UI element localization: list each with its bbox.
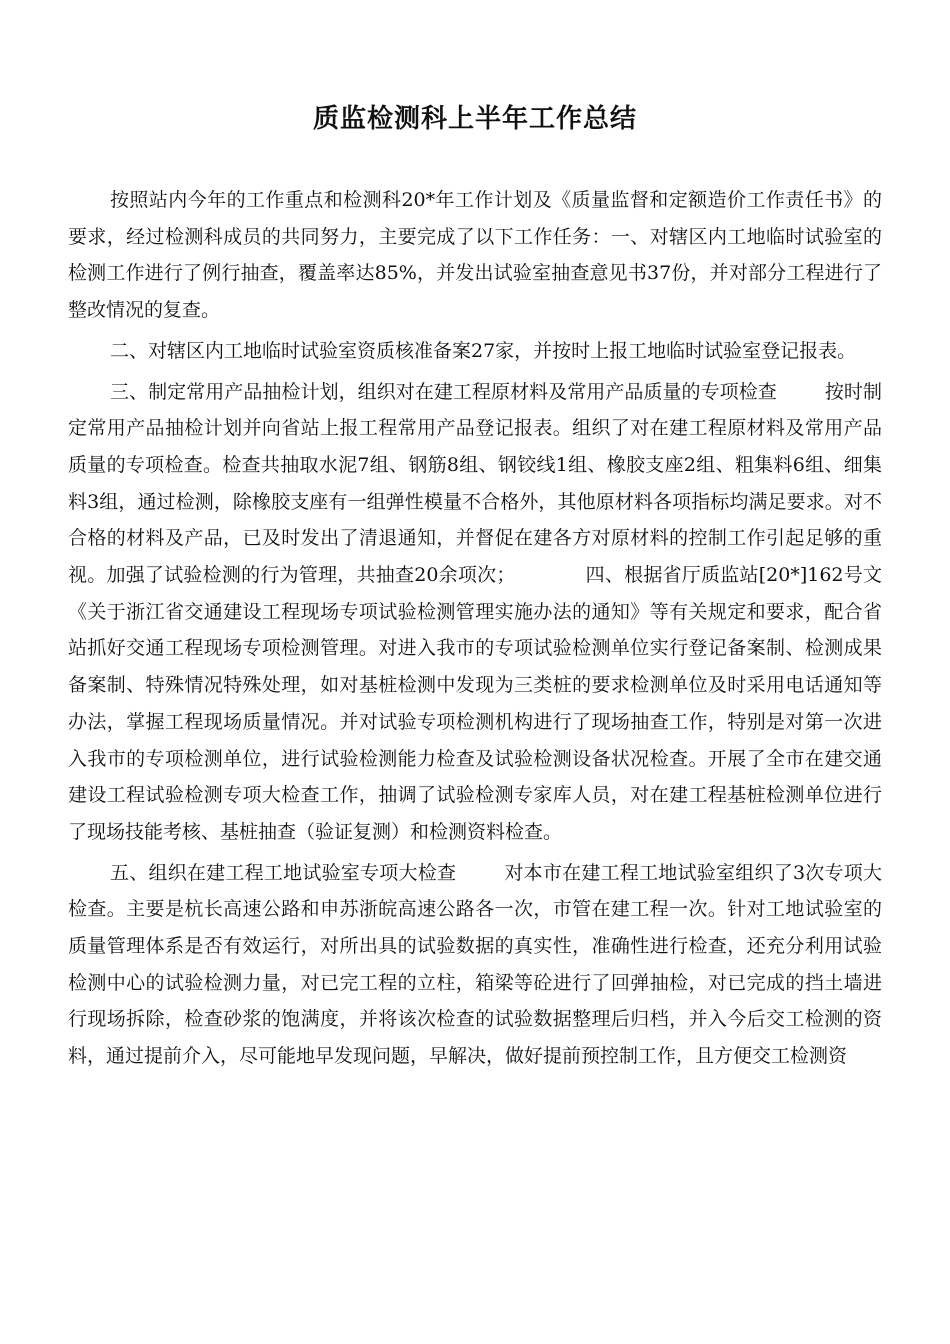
paragraph-intro: 按照站内今年的工作重点和检测科20*年工作计划及《质量监督和定额造价工作责任书》的要求，经过检测科成员的共同努力，主要完成了以下工作任务：一、对辖区内工地临时试验室的检测工作进行了例行抽查，覆盖率达85%，并发出试验室抽查意见书37份，并对部分工程进行了整改情况的复查。 (68, 189, 882, 322)
item-3-heading: 三、制定常用产品抽检计划，组织对在建工程原材料及常用产品质量的专项检查 (110, 380, 777, 403)
document-body (68, 182, 882, 1079)
item-5-body: 对本市在建工程工地试验室组织了3次专项大检查。主要是杭长高速公路和申苏浙皖高速公路各一次，市管在建工程一次。针对工地试验室的质量管理体系是否有效运行，对所出具的试验数据的真实性，准确性进行检查，还充分利用试验检测中心的试验检测力量，对已完工程的立柱，箱梁等砼进行了回弹抽检，对已完成的挡土墙进行现场拆除，检查砂浆的饱满度，并将该次检查的试验数据整理后归档，并入今后交工检测的资料，通过提前介入，尽可能地早发现问题，早解决，做好提前预控制工作，且方便交工检测资 (68, 861, 882, 1068)
document-title: 质监检测科上半年工作总结 (312, 104, 637, 134)
paragraph-item-2: 二、对辖区内工地临时试验室资质核准备案27家，并按时上报工地临时试验室登记报表。 (110, 339, 857, 362)
item-3-body: 按时制定常用产品抽检计划并向省站上报工程常用产品登记报表。组织了对在建工程原材料及常用产品质量的专项检查。检查共抽取水泥7组、钢筋8组、钢铰线1组、橡胶支座2组、粗集料6组、细集料3组，通过检测，除橡胶支座有一组弹性模量不合格外，其他原材料各项指标均满足要求。对不合格的材料及产品，已及时发出了清退通知，并督促在建各方对原材料的控制工作引起足够的重视。加强了试验检测的行为管理，共抽查20余项次； (68, 380, 882, 587)
item-4-body: 四、根据省厅质监站[20*]162号文《关于浙江省交通建设工程现场专项试验检测管理实施办法的通知》等有关规定和要求，配合省站抓好交通工程现场专项检测管理。对进入我市的专项试验检测单位实行登记备案制、检测成果备案制、特殊情况特殊处理，如对基桩检测中发现为三类桩的要求检测单位及时采用电话通知等办法，掌握工程现场质量情况。并对试验专项检测机构进行了现场抽查工作，特别是对第一次进入我市的专项检测单位，进行试验检测能力检查及试验检测设备状况检查。开展了全市在建交通建设工程试验检测专项大检查工作，抽调了试验检测专家库人员，对在建工程基桩检测单位进行了现场技能考核、基桩抽查（验证复测）和检测资料检查。 (68, 564, 882, 843)
paragraph-item-5 (68, 855, 882, 1075)
item-5-heading: 五、组织在建工程工地试验室专项大检查 (110, 861, 457, 884)
paragraph-item-3-4 (68, 374, 882, 851)
